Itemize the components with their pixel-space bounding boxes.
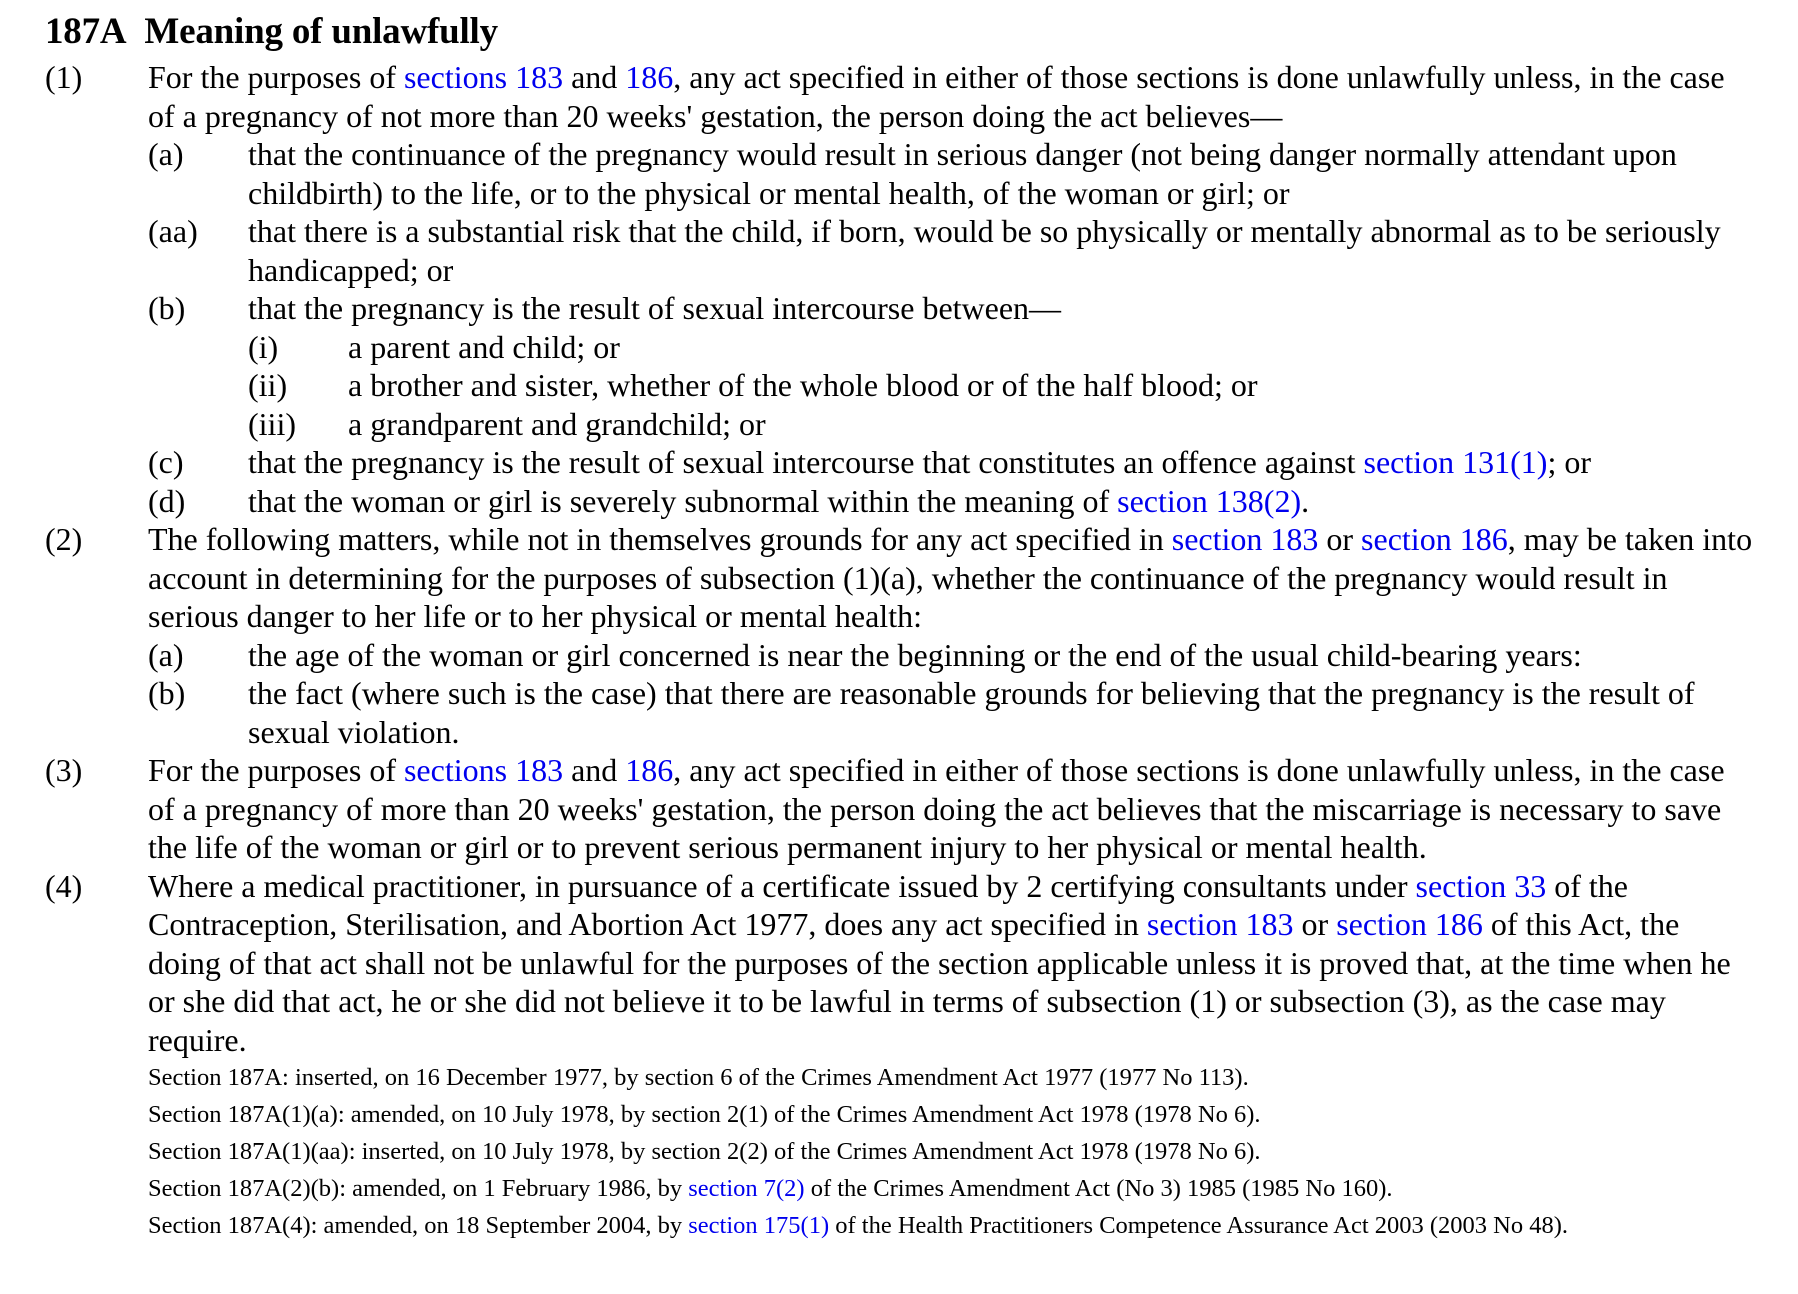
subparagraph-label: (i)	[248, 328, 279, 365]
text: , may be taken into account in determining for the purposes of subsection (1)(a), whether the continuance of the pregnancy would result in serious danger to her life or to her physical or mental health:	[148, 521, 1753, 634]
paragraph-label: (a)	[148, 136, 184, 172]
text: ; or	[1547, 444, 1591, 480]
paragraph-label: (aa)	[148, 213, 198, 249]
paragraph-2b	[45, 674, 1758, 751]
text: Section 187A(4): amended, on 18 September 2004, by	[148, 1212, 689, 1239]
subsection-label: (3)	[45, 752, 83, 788]
subsection-4	[45, 867, 1758, 1060]
paragraph-1b	[45, 289, 1758, 328]
link-section-33[interactable]: section 33	[1415, 867, 1547, 904]
text: or	[1318, 521, 1362, 557]
paragraph-1aa	[45, 212, 1758, 289]
link-section-138-2[interactable]: section 138(2)	[1117, 482, 1302, 519]
paragraph-1d	[45, 482, 1758, 521]
paragraph-label: (b)	[148, 675, 186, 711]
history-note	[148, 1170, 1758, 1207]
text: that the woman or girl is severely subnormal within the meaning of	[248, 482, 1118, 519]
paragraph-text: that the pregnancy is the result of sexual intercourse between—	[248, 290, 1062, 326]
link-section-186[interactable]: section 186	[1336, 906, 1483, 942]
text: of the Crimes Amendment Act (No 3) 1985 (1985 No 160).	[804, 1175, 1393, 1202]
subparagraph-text: a brother and sister, whether of the whole blood or of the half blood; or	[348, 367, 1258, 403]
text: that the pregnancy is the result of sexual intercourse that constitutes an offence against	[248, 444, 1364, 480]
subparagraph-text: a grandparent and grandchild; or	[348, 405, 766, 442]
subsection-label: (4)	[45, 867, 83, 904]
subparagraph-label: (iii)	[248, 405, 296, 442]
paragraph-text: the age of the woman or girl concerned is near the beginning or the end of the usual child-bearing years:	[248, 636, 1582, 673]
text: of the Health Practitioners Competence Assurance Act 2003 (2003 No 48).	[829, 1212, 1569, 1239]
history-note	[148, 1207, 1758, 1244]
paragraph-1a	[45, 135, 1758, 212]
history-note: Section 187A(1)(aa): inserted, on 10 July 1978, by section 2(2) of the Crimes Amendment Act 1978 (1978 No 6).	[148, 1138, 1261, 1165]
link-section-186[interactable]: section 186	[1361, 521, 1508, 557]
text: Section 187A(2)(b): amended, on 1 February 1986, by	[148, 1175, 689, 1202]
text: of the Contraception, Sterilisation, and Abortion Act 1977, does any act specified in	[148, 867, 1628, 942]
subsection-label: (2)	[45, 521, 83, 557]
subparagraph-1b-iii	[45, 405, 1758, 444]
paragraph-text: that there is a substantial risk that the child, if born, would be so physically or mentally abnormal as to be seriously handicapped; or	[248, 213, 1721, 288]
history-note: Section 187A(1)(a): amended, on 10 July 1978, by section 2(1) of the Crimes Amendment Act 1978 (1978 No 6).	[148, 1101, 1261, 1128]
history-note: Section 187A: inserted, on 16 December 1977, by section 6 of the Crimes Amendment Act 1977 (1977 No 113).	[148, 1064, 1249, 1091]
history-notes	[45, 1059, 1758, 1244]
text: For the purposes of	[148, 752, 404, 788]
link-section-131-1[interactable]: section 131(1)	[1363, 444, 1548, 480]
link-section-183[interactable]: section 183	[1171, 521, 1319, 557]
link-section-186[interactable]: 186	[625, 59, 674, 95]
subparagraph-1b-i	[45, 328, 1758, 367]
paragraph-text: that the continuance of the pregnancy would result in serious danger (not being danger normally attendant upon childbirth) to the life, or to the physical or mental health, of the woman or girl; or	[248, 136, 1677, 211]
text: .	[1301, 482, 1310, 519]
section-title: Meaning of unlawfully	[144, 11, 498, 52]
text: of this Act, the doing of that act shall not be unlawful for the purposes of the section applicable unless it is proved that, at the time when he or she did that act, he or she did not believe it to be lawful in terms of subsection (1) or subsection (3), as the case may require.	[148, 906, 1731, 1058]
text: For the purposes of	[148, 59, 404, 95]
text: and	[563, 752, 626, 788]
paragraph-label: (c)	[148, 444, 184, 480]
text: , any act specified in either of those sections is done unlawfully unless, in the case of a pregnancy of more than 20 weeks' gestation, the person doing the act believes that the miscarriage is necessary to save the life of the woman or girl or to prevent serious permanent injury to her physical or mental health.	[148, 752, 1725, 865]
link-section-175-1[interactable]: section 175(1)	[688, 1212, 830, 1239]
text: , any act specified in either of those sections is done unlawfully unless, in the case of a pregnancy of not more than 20 weeks' gestation, the person doing the act believes—	[148, 59, 1725, 134]
subparagraph-label: (ii)	[248, 367, 288, 403]
paragraph-1c	[45, 443, 1758, 482]
text: and	[563, 59, 626, 95]
paragraph-label: (b)	[148, 290, 186, 326]
link-section-183[interactable]: section 183	[1146, 906, 1294, 942]
paragraph-text: the fact (where such is the case) that there are reasonable grounds for believing that the pregnancy is the result of sexual violation.	[248, 675, 1695, 750]
section-number: 187A	[45, 11, 127, 52]
link-sections-183[interactable]: sections 183	[403, 59, 564, 95]
section-heading	[45, 10, 1758, 54]
subsection-label: (1)	[45, 59, 83, 95]
text: The following matters, while not in themselves grounds for any act specified in	[148, 521, 1172, 557]
paragraph-label: (d)	[148, 482, 186, 519]
subsection-3	[45, 751, 1758, 867]
text: Where a medical practitioner, in pursuance of a certificate issued by 2 certifying consultants under	[148, 867, 1416, 904]
link-sections-183[interactable]: sections 183	[403, 752, 564, 788]
link-section-186[interactable]: 186	[625, 752, 674, 788]
paragraph-2a	[45, 636, 1758, 675]
link-section-7-2[interactable]: section 7(2)	[688, 1175, 805, 1202]
subparagraph-text: a parent and child; or	[348, 328, 620, 365]
text: or	[1293, 906, 1337, 942]
subsection-2	[45, 520, 1758, 636]
paragraph-label: (a)	[148, 636, 184, 673]
subsection-1	[45, 58, 1758, 135]
subparagraph-1b-ii	[45, 366, 1758, 405]
